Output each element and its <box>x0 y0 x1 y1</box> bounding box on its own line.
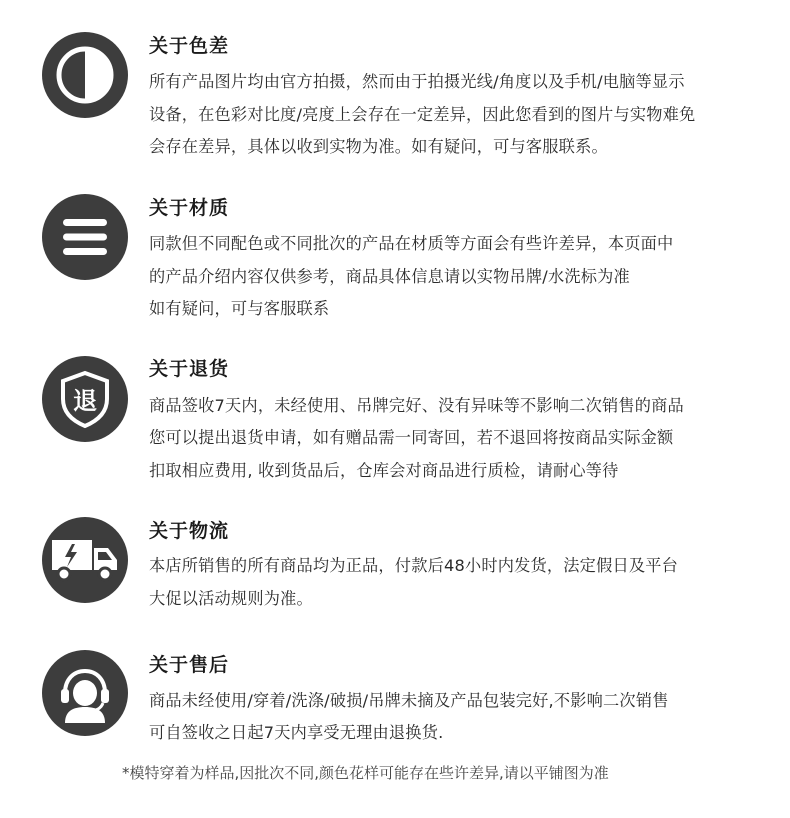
section-text-line: 可自签收之日起7天内享受无理由退换货. <box>149 723 444 742</box>
section-text-line: 设备，在色彩对比度/亮度上会存在一定差异，因此您看到的图片与实物难免 <box>149 105 696 124</box>
section-text-line: 商品签收7天内，未经使用、吊牌完好、没有异味等不影响二次销售的商品 <box>149 396 684 415</box>
section-text-line: 会存在差异，具体以收到实物为准。如有疑问，可与客服联系。 <box>149 137 608 156</box>
section-text-line: 同款但不同配色或不同批次的产品在材质等方面会有些许差异，本页面中 <box>149 234 674 253</box>
section-text-line: 如有疑问，可与客服联系 <box>149 299 330 318</box>
section-text-line: 您可以提出退货申请，如有赠品需一同寄回，若不退回将按商品实际金额 <box>149 428 674 447</box>
menu-lines-icon <box>42 194 128 280</box>
section-title: 关于退货 <box>149 358 230 380</box>
return-shield-icon <box>42 356 128 442</box>
footnote: *模特穿着为样品,因批次不同,颜色花样可能存在些许差异,请以平铺图为准 <box>122 764 609 782</box>
section-text-line: 大促以活动规则为准。 <box>149 589 313 608</box>
half-circle-icon <box>42 32 128 118</box>
section-title: 关于材质 <box>149 197 230 219</box>
section-text-line: 所有产品图片均由官方拍摄，然而由于拍摄光线/角度以及手机/电脑等显示 <box>149 72 685 91</box>
return-glyph: 退 <box>73 387 97 415</box>
section-text-line: 的产品介绍内容仅供参考，商品具体信息请以实物吊牌/水洗标为准 <box>149 267 630 286</box>
section-title: 关于色差 <box>149 35 230 57</box>
section-title: 关于物流 <box>149 520 230 542</box>
section-text-line: 扣取相应费用, 收到货品后，仓库会对商品进行质检，请耐心等待 <box>149 461 619 480</box>
delivery-truck-icon <box>42 517 128 603</box>
section-text-line: 本店所销售的所有商品均为正品，付款后48小时内发货，法定假日及平台 <box>149 556 679 575</box>
section-text-line: 商品未经使用/穿着/洗涤/破损/吊牌未摘及产品包装完好,不影响二次销售 <box>149 691 669 710</box>
section-title: 关于售后 <box>149 654 230 676</box>
customer-service-headset-icon <box>42 650 128 736</box>
